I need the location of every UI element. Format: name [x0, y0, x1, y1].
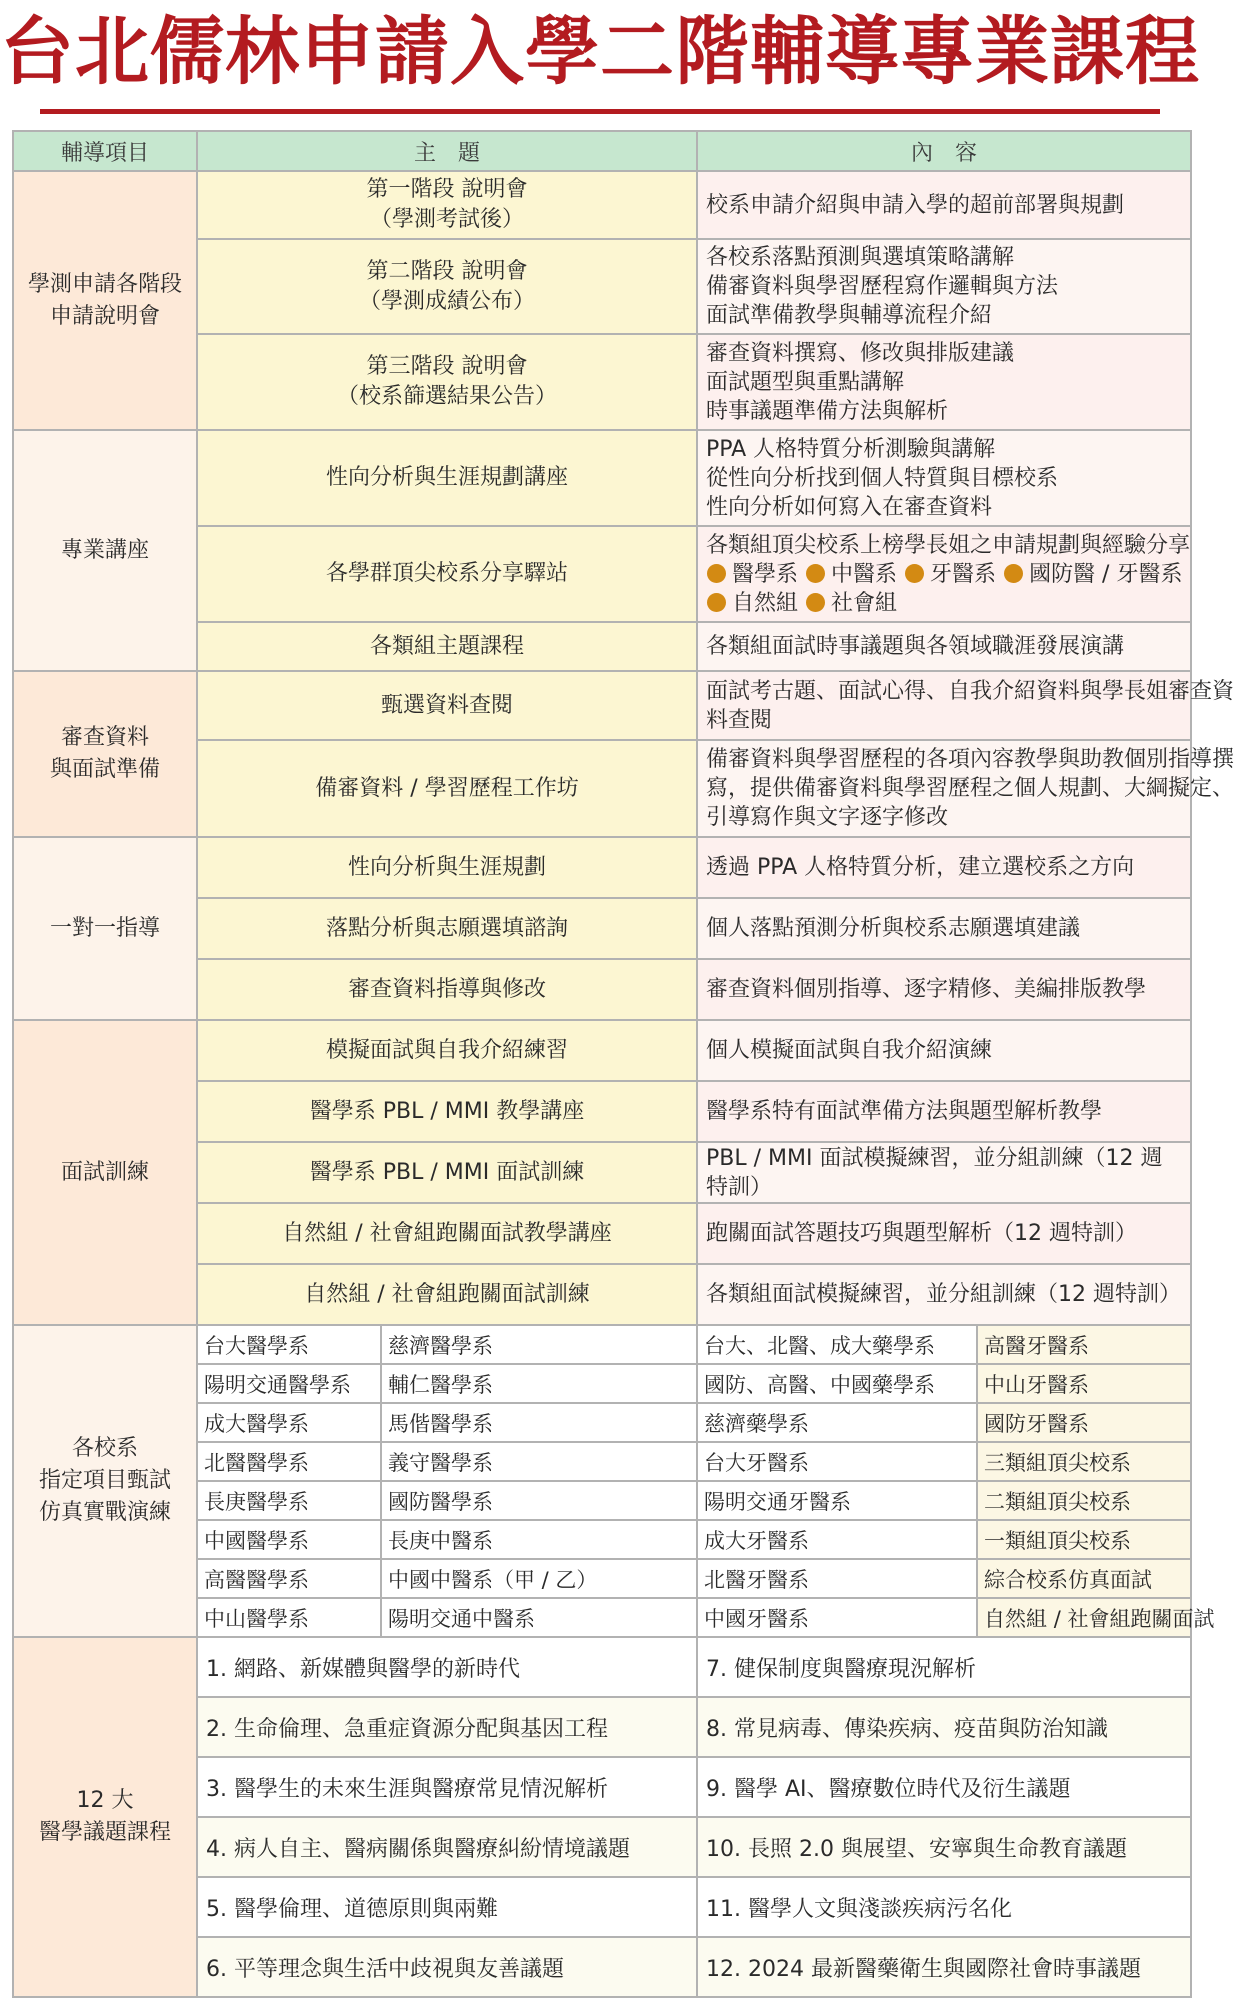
category-cell: 面試訓練 [13, 1020, 197, 1325]
topic-cell: 審查資料指導與修改 [197, 959, 697, 1020]
topic-item: 9. 醫學 AI、醫療數位時代及衍生議題 [697, 1757, 1191, 1817]
course-table [12, 130, 1234, 1998]
school-cell: 長庚醫學系 [197, 1481, 381, 1520]
table-row [13, 171, 1191, 239]
school-cell: 國防醫學系 [381, 1481, 697, 1520]
category-cell: 12 大 醫學議題課程 [13, 1637, 197, 1997]
bullet-dot-icon [1004, 564, 1023, 583]
school-cell: 慈濟醫學系 [381, 1325, 697, 1364]
school-cell: 自然組 / 社會組跑關面試 [977, 1598, 1191, 1637]
school-cell: 成大牙醫系 [697, 1520, 977, 1559]
bullet-dot-icon [806, 593, 825, 612]
category-cell: 學測申請各階段申請說明會 [13, 171, 197, 430]
school-cell: 義守醫學系 [381, 1442, 697, 1481]
title-underline [40, 109, 1160, 114]
topic-cell: 自然組 / 社會組跑關面試訓練 [197, 1264, 697, 1325]
school-cell: 台大、北醫、成大藥學系 [697, 1325, 977, 1364]
topic-cell: 醫學系 PBL / MMI 教學講座 [197, 1081, 697, 1142]
topic-cell: 性向分析與生涯規劃 [197, 837, 697, 898]
school-cell: 中國醫學系 [197, 1520, 381, 1559]
header-content: 內 容 [697, 131, 1191, 171]
content-cell: 備審資料與學習歷程的各項內容教學與助教個別指導撰 寫，提供備審資料與學習歷程之個人規劃、大綱擬定、 引導寫作與文字逐字修改 [697, 740, 1191, 837]
category-cell: 專業講座 [13, 430, 197, 671]
school-cell: 台大醫學系 [197, 1325, 381, 1364]
school-cell: 北醫牙醫系 [697, 1559, 977, 1598]
school-cell: 中國中醫系（甲 / 乙） [381, 1559, 697, 1598]
content-cell: 審查資料個別指導、逐字精修、美編排版教學 [697, 959, 1191, 1020]
topic-cell: 各學群頂尖校系分享驛站 [197, 526, 697, 622]
school-cell: 三類組頂尖校系 [977, 1442, 1191, 1481]
topic-cell: 醫學系 PBL / MMI 面試訓練 [197, 1142, 697, 1203]
category-cell: 一對一指導 [13, 837, 197, 1020]
content-cell: 個人模擬面試與自我介紹演練 [697, 1020, 1191, 1081]
school-cell: 陽明交通中醫系 [381, 1598, 697, 1637]
content-cell: 審查資料撰寫、修改與排版建議 面試題型與重點講解 時事議題準備方法與解析 [697, 334, 1191, 430]
topic-cell: 模擬面試與自我介紹練習 [197, 1020, 697, 1081]
topic-cell: 甄選資料查閱 [197, 671, 697, 740]
bullet-dot-icon [707, 593, 726, 612]
header-category: 輔導項目 [13, 131, 197, 171]
school-cell: 綜合校系仿真面試 [977, 1559, 1191, 1598]
page-title: 台北儒林申請入學二階輔導專業課程 [0, 9, 1200, 95]
content-cell: 各類組頂尖校系上榜學長姐之申請規劃與經驗分享 醫學系 中醫系 牙醫系 國防醫 / 牙醫系 自然組 社會組 [697, 526, 1191, 622]
table-row [13, 671, 1191, 740]
school-cell: 馬偕醫學系 [381, 1403, 697, 1442]
bullet-dot-icon [806, 564, 825, 583]
school-cell: 北醫醫學系 [197, 1442, 381, 1481]
topic-cell: 第二階段 說明會 （學測成績公布） [197, 239, 697, 334]
school-cell: 高醫醫學系 [197, 1559, 381, 1598]
school-cell: 中山牙醫系 [977, 1364, 1191, 1403]
school-cell: 國防、高醫、中國藥學系 [697, 1364, 977, 1403]
topic-item: 3. 醫學生的未來生涯與醫療常見情況解析 [197, 1757, 697, 1817]
content-cell: 透過 PPA 人格特質分析，建立選校系之方向 [697, 837, 1191, 898]
school-cell: 高醫牙醫系 [977, 1325, 1191, 1364]
topic-cell: 第一階段 說明會 （學測考試後） [197, 171, 697, 239]
school-cell: 輔仁醫學系 [381, 1364, 697, 1403]
topic-item: 8. 常見病毒、傳染疾病、疫苗與防治知識 [697, 1697, 1191, 1757]
header-topic: 主 題 [197, 131, 697, 171]
topic-cell: 落點分析與志願選填諮詢 [197, 898, 697, 959]
content-cell: PBL / MMI 面試模擬練習，並分組訓練（12 週特訓） [697, 1142, 1191, 1203]
content-cell: 各校系落點預測與選填策略講解 備審資料與學習歷程寫作邏輯與方法 面試準備教學與輔導流程介紹 [697, 239, 1191, 334]
topic-cell: 備審資料 / 學習歷程工作坊 [197, 740, 697, 837]
content-cell: 跑關面試答題技巧與題型解析（12 週特訓） [697, 1203, 1191, 1264]
table-row [13, 1637, 1191, 1697]
topic-item: 10. 長照 2.0 與展望、安寧與生命教育議題 [697, 1817, 1191, 1877]
school-cell: 國防牙醫系 [977, 1403, 1191, 1442]
school-cell: 中國牙醫系 [697, 1598, 977, 1637]
bullet-dot-icon [905, 564, 924, 583]
topic-item: 12. 2024 最新醫藥衛生與國際社會時事議題 [697, 1937, 1191, 1997]
school-cell: 中山醫學系 [197, 1598, 381, 1637]
topic-item: 5. 醫學倫理、道德原則與兩難 [197, 1877, 697, 1937]
topic-cell: 第三階段 說明會 （校系篩選結果公告） [197, 334, 697, 430]
bullet-dot-icon [707, 564, 726, 583]
topic-item: 6. 平等理念與生活中歧視與友善議題 [197, 1937, 697, 1997]
content-cell: 醫學系特有面試準備方法與題型解析教學 [697, 1081, 1191, 1142]
table-row [13, 1020, 1191, 1081]
category-cell: 各校系 指定項目甄試 仿真實戰演練 [13, 1325, 197, 1637]
school-cell: 一類組頂尖校系 [977, 1520, 1191, 1559]
content-cell: 面試考古題、面試心得、自我介紹資料與學長姐審查資 料查閱 [697, 671, 1191, 740]
topic-item: 11. 醫學人文與淺談疾病污名化 [697, 1877, 1191, 1937]
school-cell: 陽明交通醫學系 [197, 1364, 381, 1403]
topic-cell: 自然組 / 社會組跑關面試教學講座 [197, 1203, 697, 1264]
school-cell: 陽明交通牙醫系 [697, 1481, 977, 1520]
content-cell: 各類組面試模擬練習，並分組訓練（12 週特訓） [697, 1264, 1191, 1325]
header-row [13, 131, 1191, 171]
table-row [13, 430, 1191, 526]
table-row [13, 837, 1191, 898]
school-cell: 成大醫學系 [197, 1403, 381, 1442]
topic-cell: 性向分析與生涯規劃講座 [197, 430, 697, 526]
school-cell: 二類組頂尖校系 [977, 1481, 1191, 1520]
topic-cell: 各類組主題課程 [197, 622, 697, 671]
school-cell: 台大牙醫系 [697, 1442, 977, 1481]
category-cell: 審查資料 與面試準備 [13, 671, 197, 837]
topic-item: 7. 健保制度與醫療現況解析 [697, 1637, 1191, 1697]
content-cell: PPA 人格特質分析測驗與講解 從性向分析找到個人特質與目標校系 性向分析如何寫入在審查資料 [697, 430, 1191, 526]
school-cell: 長庚中醫系 [381, 1520, 697, 1559]
school-cell: 慈濟藥學系 [697, 1403, 977, 1442]
topic-item: 2. 生命倫理、急重症資源分配與基因工程 [197, 1697, 697, 1757]
content-cell: 校系申請介紹與申請入學的超前部署與規劃 [697, 171, 1191, 239]
content-cell: 各類組面試時事議題與各領域職涯發展演講 [697, 622, 1191, 671]
topic-item: 1. 網路、新媒體與醫學的新時代 [197, 1637, 697, 1697]
table-row [13, 1325, 1191, 1364]
topic-item: 4. 病人自主、醫病關係與醫療糾紛情境議題 [197, 1817, 697, 1877]
content-cell: 個人落點預測分析與校系志願選填建議 [697, 898, 1191, 959]
